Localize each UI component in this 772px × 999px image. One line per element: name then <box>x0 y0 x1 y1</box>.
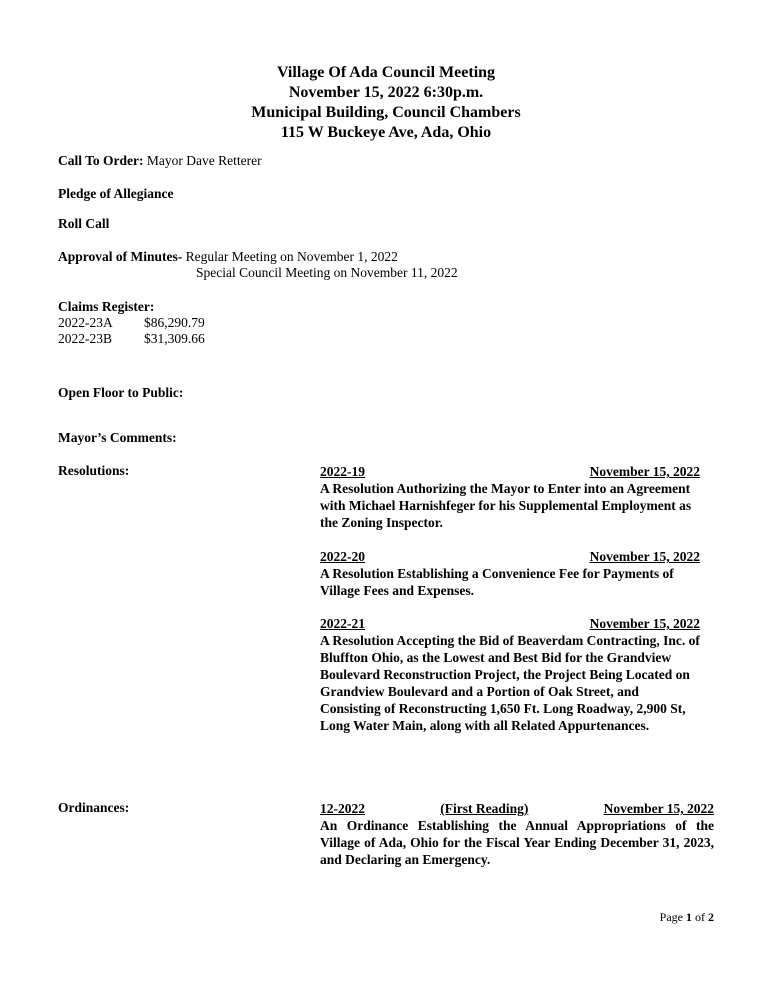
document-header <box>0 63 772 143</box>
header-title: Village Of Ada Council Meeting <box>276 64 496 81</box>
page-total: 2 <box>708 910 714 924</box>
header-location: Municipal Building, Council Chambers <box>251 104 521 121</box>
call-to-order-label: Call To Order: <box>58 153 144 168</box>
ordinances-label: Ordinances: <box>58 800 130 815</box>
approval-line-1: Regular Meeting on November 1, 2022 <box>185 249 398 264</box>
open-floor-to-public: Open Floor to Public: <box>58 385 184 400</box>
claims-row <box>58 331 205 347</box>
page-of: of <box>695 910 705 924</box>
ordinance-date: November 15, 2022 <box>603 801 714 816</box>
pledge-of-allegiance: Pledge of Allegiance <box>58 186 174 201</box>
resolution-date: November 15, 2022 <box>589 464 700 479</box>
resolution-item <box>320 463 700 531</box>
ordinance-text: An Ordinance Establishing the Annual Appropriations of the Village of Ada, Ohio for the Fiscal Year Ending December 31, 2023, and Declaring an Emergency. <box>320 818 714 867</box>
ordinance-heading <box>320 800 714 817</box>
resolution-number: 2022-19 <box>320 464 365 479</box>
claims-id: 2022-23A <box>58 315 113 330</box>
approval-label: Approval of Minutes- <box>58 249 183 264</box>
ordinance-reading: (First Reading) <box>440 801 529 816</box>
resolution-text: A Resolution Establishing a Convenience Fee for Payments of Village Fees and Expenses. <box>320 566 674 598</box>
ordinance-item <box>320 800 714 868</box>
claims-amount: $31,309.66 <box>144 331 205 346</box>
resolution-number: 2022-20 <box>320 549 365 564</box>
claims-row <box>58 315 205 331</box>
roll-call: Roll Call <box>58 216 110 231</box>
page-prefix: Page <box>659 910 683 924</box>
mayors-comments: Mayor’s Comments: <box>58 430 177 445</box>
page-number <box>660 910 714 925</box>
approval-of-minutes <box>58 249 458 281</box>
resolution-date: November 15, 2022 <box>589 549 700 564</box>
resolution-heading <box>320 463 700 480</box>
claims-id: 2022-23B <box>58 331 112 346</box>
resolutions-label: Resolutions: <box>58 463 130 478</box>
claims-amount: $86,290.79 <box>144 315 205 330</box>
claims-label: Claims Register: <box>58 299 155 314</box>
resolution-heading <box>320 615 700 632</box>
approval-line-2: Special Council Meeting on November 11, 2022 <box>196 265 458 280</box>
header-address: 115 W Buckeye Ave, Ada, Ohio <box>280 124 492 141</box>
resolution-heading <box>320 548 700 565</box>
claims-register <box>58 299 205 347</box>
resolution-text: A Resolution Authorizing the Mayor to Enter into an Agreement with Michael Harnishfeger for his Supplemental Employment as the Zoning Inspector. <box>320 481 692 530</box>
resolution-date: November 15, 2022 <box>589 616 700 631</box>
resolution-text: A Resolution Accepting the Bid of Beaverdam Contracting, Inc. of Bluffton Ohio, as the Lowest and Best Bid for the Grandview Boulevard Reconstruction Project, the Project Being Located on Grandview Boulevard and a Portion of Oak Street, and Consisting of Reconstructing 1,650 Ft. Long Roadway, 2,900 St, Long Water Main, along with all Related Appurtenances. <box>320 633 700 733</box>
resolution-item <box>320 548 700 599</box>
header-datetime: November 15, 2022 6:30p.m. <box>288 84 484 101</box>
resolution-item <box>320 615 700 734</box>
call-to-order-value: Mayor Dave Retterer <box>146 153 262 168</box>
resolution-number: 2022-21 <box>320 616 365 631</box>
call-to-order <box>58 153 262 169</box>
page-current: 1 <box>686 910 692 924</box>
ordinance-number: 12-2022 <box>320 801 365 816</box>
